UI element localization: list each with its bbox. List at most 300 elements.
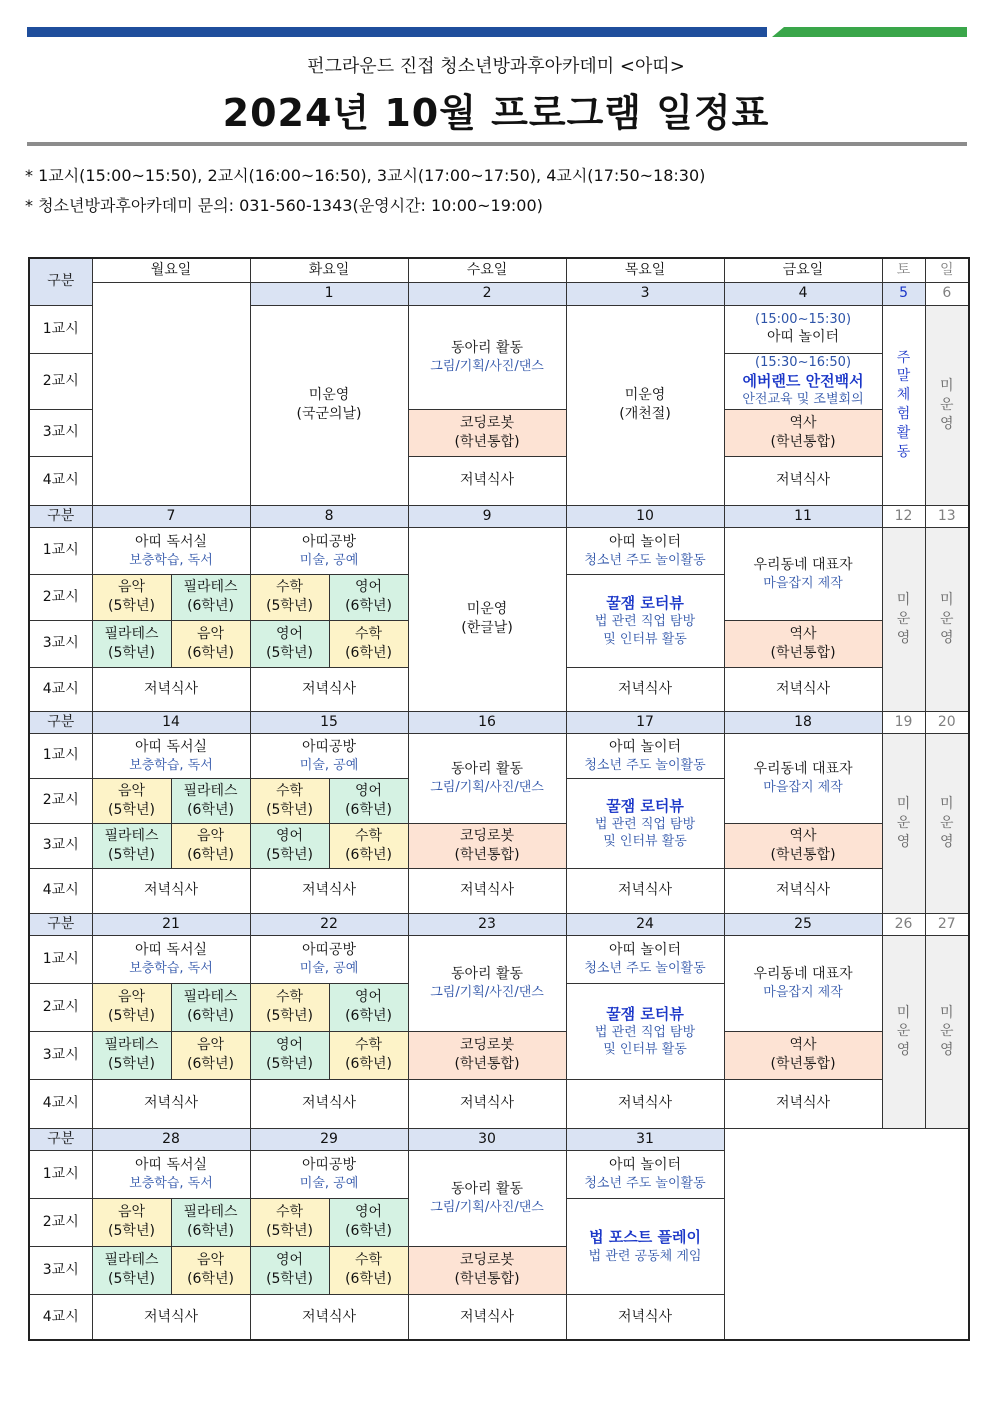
vchar: 미 (896, 796, 911, 812)
grade: (5학년) (266, 846, 313, 863)
subject: 음악 (196, 827, 225, 844)
program-title: 우리동네 대표자 (753, 966, 853, 983)
vchar: 운 (896, 610, 911, 627)
date-21: 21 (92, 913, 250, 935)
program-sub: 마을잡지 제작 (763, 985, 843, 1001)
week1-thu-closed (566, 305, 724, 505)
program-sub: (학년통합) (454, 433, 520, 450)
program-sub: 보충학습, 독서 (129, 552, 213, 568)
week2-wed-closed (408, 527, 566, 711)
program-sub: (학년통합) (770, 433, 836, 450)
vchar: 영 (896, 1042, 911, 1059)
week1-tue-closed (250, 305, 408, 505)
subject: 수학 (275, 1204, 304, 1221)
date-5: 5 (882, 282, 925, 305)
closed-label: 미운영 (466, 601, 508, 618)
dinner-cell: 저녁식사 (250, 1079, 408, 1128)
wed-club (408, 935, 566, 1031)
subject: 수학 (275, 989, 304, 1006)
program-sub: 청소년 주도 놀이활동 (584, 961, 706, 977)
period-label: 1교시 (29, 935, 92, 983)
math-6th (329, 1031, 408, 1079)
mon-reading-room (92, 935, 250, 983)
english-6th (329, 778, 408, 823)
grade: (5학년) (108, 598, 155, 615)
pilates-6th (171, 1198, 250, 1246)
mon-reading-room (92, 733, 250, 778)
grade: (6학년) (345, 801, 392, 818)
dinner-cell: 저녁식사 (92, 667, 250, 711)
vchar: 미 (940, 377, 954, 394)
schedule-table (28, 257, 970, 1341)
pilates-5th (92, 823, 171, 868)
date-31: 31 (566, 1128, 724, 1150)
program-title: 아띠공방 (301, 942, 357, 959)
program-sub: 및 인터뷰 활동 (603, 631, 687, 647)
date-10: 10 (566, 505, 724, 527)
wed-club (408, 1150, 566, 1246)
subject: 영어 (354, 782, 383, 799)
program-sub: 그림/기획/사진/댄스 (430, 780, 544, 796)
gubun-label: 구분 (29, 913, 92, 935)
grade: (5학년) (108, 644, 155, 661)
grade: (5학년) (266, 1056, 313, 1073)
grade: (6학년) (345, 1223, 392, 1240)
program-sub: 마을잡지 제작 (763, 780, 843, 796)
navy-stripe (27, 27, 767, 37)
program-title: 아띠 독서실 (134, 942, 208, 959)
pilates-6th (171, 983, 250, 1031)
date-2: 2 (408, 282, 566, 305)
thu-playground (566, 1150, 724, 1198)
date-16: 16 (408, 711, 566, 733)
date-11: 11 (724, 505, 882, 527)
program-title: 꿀잼 로터뷰 (606, 796, 684, 815)
dinner-cell: 저녁식사 (724, 667, 882, 711)
date-8: 8 (250, 505, 408, 527)
subject: 음악 (196, 625, 225, 642)
period-label: 3교시 (29, 1031, 92, 1079)
grade: (6학년) (345, 1271, 392, 1288)
grade: (6학년) (187, 1223, 234, 1240)
period-label: 1교시 (29, 1150, 92, 1198)
pilates-6th (171, 778, 250, 823)
holiday-label: (한글날) (461, 620, 513, 637)
date-24: 24 (566, 913, 724, 935)
period-times-note: * 1교시(15:00~15:50), 2교시(16:00~16:50), 3교시(17:00~17:50), 4교시(17:50~18:30) (25, 166, 706, 185)
program-sub: 미술, 공예 (299, 961, 359, 977)
day-sat: 토 (882, 258, 925, 282)
math-6th (329, 620, 408, 667)
vchar: 영 (940, 1042, 954, 1059)
program-title: 동아리 활동 (450, 1181, 524, 1198)
grade: (6학년) (187, 644, 234, 661)
math-5th (250, 778, 329, 823)
program-sub: 법 관련 직업 탐방 (594, 816, 696, 832)
math-5th (250, 574, 329, 620)
program-title: 우리동네 대표자 (753, 761, 853, 778)
vchar: 운 (940, 610, 954, 627)
dinner-cell: 저녁식사 (566, 868, 724, 913)
program-title: 에버랜드 안전백서 (742, 372, 864, 391)
music-5th (92, 778, 171, 823)
subject: 음악 (117, 1204, 146, 1221)
date-4: 4 (724, 282, 882, 305)
dinner-cell: 저녁식사 (724, 456, 882, 505)
program-title: 아띠 독서실 (134, 533, 208, 550)
day-header-row (29, 258, 969, 282)
grade: (6학년) (187, 801, 234, 818)
date-6: 6 (925, 282, 969, 305)
gubun-label: 구분 (29, 258, 92, 305)
math-6th (329, 1246, 408, 1294)
grade: (5학년) (108, 1223, 155, 1240)
tue-workshop (250, 935, 408, 983)
program-sub: 마을잡지 제작 (763, 575, 843, 591)
date-22: 22 (250, 913, 408, 935)
program-sub: 법 관련 공동체 게임 (588, 1248, 702, 1264)
dinner-cell: 저녁식사 (250, 1294, 408, 1340)
page-title: 2024년 10월 프로그램 일정표 (222, 91, 770, 135)
date-9: 9 (408, 505, 566, 527)
dinner-cell: 저녁식사 (724, 868, 882, 913)
week1-date-row (29, 282, 969, 305)
week4-date-row (29, 913, 969, 935)
week1-wed-coding (408, 409, 566, 456)
subject: 필라테스 (183, 782, 238, 799)
day-sun: 일 (925, 258, 969, 282)
english-5th (250, 1031, 329, 1079)
program-sub: 및 인터뷰 활동 (603, 1042, 687, 1058)
week1-fri-p2 (724, 353, 882, 409)
mon-reading-room (92, 527, 250, 574)
time-label: (15:30~16:50) (755, 354, 852, 370)
grade: (6학년) (345, 1008, 392, 1025)
grade: (5학년) (108, 1271, 155, 1288)
date-29: 29 (250, 1128, 408, 1150)
vchar: 운 (940, 396, 954, 413)
subject: 수학 (354, 1037, 383, 1054)
thu-playground (566, 733, 724, 778)
subject: 필라테스 (183, 579, 238, 596)
period-label: 4교시 (29, 1294, 92, 1340)
program-title: 아띠 독서실 (134, 738, 208, 755)
program-title: 꿀잼 로터뷰 (606, 594, 684, 613)
green-stripe (772, 27, 967, 37)
grade: (6학년) (187, 846, 234, 863)
english-5th (250, 823, 329, 868)
subject: 영어 (275, 1252, 304, 1269)
subject: 음악 (117, 579, 146, 596)
week4-sun-closed (925, 935, 969, 1128)
vchar: 운 (940, 1023, 954, 1040)
program-sub: 보충학습, 독서 (129, 757, 213, 773)
subject: 음악 (117, 989, 146, 1006)
week2-date-row (29, 505, 969, 527)
period-label: 3교시 (29, 409, 92, 456)
gubun-label: 구분 (29, 711, 92, 733)
program-title: 동아리 활동 (450, 761, 524, 778)
day-fri: 금요일 (724, 258, 882, 282)
club-sub: 그림/기획/사진/댄스 (430, 358, 544, 374)
program-title: 법 포스트 플레이 (589, 1228, 701, 1247)
program-title: 아띠공방 (301, 533, 357, 550)
dinner-cell: 저녁식사 (92, 1079, 250, 1128)
dinner-cell: 저녁식사 (408, 1079, 566, 1128)
holiday-label: (개천절) (619, 406, 671, 423)
grade: (6학년) (187, 598, 234, 615)
wed-coding (408, 1031, 566, 1079)
thu-law-interview (566, 574, 724, 667)
pilates-5th (92, 1031, 171, 1079)
program-sub: (학년통합) (454, 846, 520, 863)
vchar: 동 (896, 443, 911, 460)
grade: (6학년) (187, 1008, 234, 1025)
grade: (5학년) (266, 1223, 313, 1240)
music-6th (171, 1031, 250, 1079)
dinner-cell: 저녁식사 (566, 667, 724, 711)
top-accent-bar (27, 27, 967, 37)
dinner-cell: 저녁식사 (92, 868, 250, 913)
week1-mon-empty (92, 282, 250, 505)
date-23: 23 (408, 913, 566, 935)
tue-workshop (250, 1150, 408, 1198)
vchar: 활 (896, 425, 911, 442)
subject: 수학 (354, 1252, 383, 1269)
english-6th (329, 983, 408, 1031)
period-label: 4교시 (29, 1079, 92, 1128)
program-title: 아띠공방 (301, 1157, 357, 1174)
grade: (5학년) (108, 801, 155, 818)
pilates-6th (171, 574, 250, 620)
week3-sat-closed (882, 733, 925, 913)
program-sub: 청소년 주도 놀이활동 (584, 1176, 706, 1192)
fri-representative (724, 733, 882, 823)
date-26: 26 (882, 913, 925, 935)
grade: (5학년) (266, 1271, 313, 1288)
program-title: 아띠 놀이터 (608, 533, 682, 550)
subject: 음악 (196, 1252, 225, 1269)
wed-coding (408, 1246, 566, 1294)
fri-representative (724, 527, 882, 620)
subject: 영어 (354, 1204, 383, 1221)
time-label: (15:00~15:30) (755, 311, 852, 327)
week1-fri-p1 (724, 305, 882, 353)
day-mon: 월요일 (92, 258, 250, 282)
wed-club (408, 733, 566, 823)
thu-law-post-play (566, 1198, 724, 1294)
date-1: 1 (250, 282, 408, 305)
subject: 필라테스 (183, 989, 238, 1006)
vchar: 운 (896, 1023, 911, 1040)
math-5th (250, 983, 329, 1031)
program-title: 역사 (789, 827, 817, 844)
program-sub: 법 관련 직업 탐방 (594, 1024, 696, 1040)
day-wed: 수요일 (408, 258, 566, 282)
week1-fri-history (724, 409, 882, 456)
subject: 영어 (275, 827, 304, 844)
date-25: 25 (724, 913, 882, 935)
vchar: 말 (896, 368, 911, 385)
period-label: 4교시 (29, 667, 92, 711)
week2-sun-closed (925, 527, 969, 711)
period-label: 2교시 (29, 778, 92, 823)
title-divider (27, 142, 967, 146)
dinner-cell: 저녁식사 (408, 868, 566, 913)
vchar: 미 (940, 796, 954, 812)
date-28: 28 (92, 1128, 250, 1150)
program-sub: (학년통합) (770, 846, 836, 863)
dinner-cell: 저녁식사 (566, 1294, 724, 1340)
period-label: 3교시 (29, 823, 92, 868)
music-6th (171, 823, 250, 868)
subject: 음악 (117, 782, 146, 799)
program-title: 코딩로봇 (459, 1252, 515, 1269)
page-subtitle: 펀그라운드 진접 청소년방과후아카데미 <아띠> (307, 56, 685, 77)
program-title: 꿀잼 로터뷰 (606, 1004, 684, 1023)
week1-sun-closed (925, 305, 969, 505)
subject: 필라테스 (104, 1037, 159, 1054)
program-sub: (학년통합) (454, 1056, 520, 1073)
program-sub: (학년통합) (770, 1056, 836, 1073)
dinner-cell: 저녁식사 (408, 1294, 566, 1340)
dinner-cell: 저녁식사 (250, 667, 408, 711)
day-thu: 목요일 (566, 258, 724, 282)
pilates-5th (92, 620, 171, 667)
program-title: 코딩로봇 (459, 1037, 515, 1054)
grade: (6학년) (345, 846, 392, 863)
period-label: 2교시 (29, 353, 92, 409)
week3-date-row (29, 711, 969, 733)
music-5th (92, 983, 171, 1031)
vchar: 주 (896, 349, 911, 366)
closed-label: 미운영 (308, 387, 350, 404)
tue-workshop (250, 733, 408, 778)
vchar: 미 (896, 592, 911, 608)
week4-period3-row (29, 1031, 969, 1079)
wed-coding (408, 823, 566, 868)
grade: (5학년) (266, 1008, 313, 1025)
date-17: 17 (566, 711, 724, 733)
fri-representative (724, 935, 882, 1031)
program-title: 아띠 놀이터 (608, 1157, 682, 1174)
subject: 영어 (354, 579, 383, 596)
program-sub: 그림/기획/사진/댄스 (430, 985, 544, 1001)
vchar: 영 (940, 833, 954, 850)
program-sub: 청소년 주도 놀이활동 (584, 552, 706, 568)
pilates-5th (92, 1246, 171, 1294)
date-14: 14 (92, 711, 250, 733)
date-18: 18 (724, 711, 882, 733)
holiday-label: (국군의날) (296, 406, 362, 423)
week4-period1-row (29, 935, 969, 983)
date-19: 19 (882, 711, 925, 733)
english-5th (250, 620, 329, 667)
subject: 음악 (196, 1037, 225, 1054)
day-tue: 화요일 (250, 258, 408, 282)
program-title: 역사 (789, 414, 817, 431)
math-6th (329, 823, 408, 868)
english-6th (329, 574, 408, 620)
program-title: 아띠공방 (301, 738, 357, 755)
week2-sat-closed (882, 527, 925, 711)
thu-playground (566, 527, 724, 574)
vchar: 영 (896, 833, 911, 850)
program-sub: 및 인터뷰 활동 (603, 834, 687, 850)
grade: (5학년) (108, 846, 155, 863)
week4-period4-row (29, 1079, 969, 1128)
week3-period3-row (29, 823, 969, 868)
dinner-cell: 저녁식사 (92, 1294, 250, 1340)
grade: (6학년) (345, 644, 392, 661)
mon-reading-room (92, 1150, 250, 1198)
grade: (6학년) (187, 1056, 234, 1073)
date-20: 20 (925, 711, 969, 733)
week4-sat-closed (882, 935, 925, 1128)
thu-law-interview (566, 983, 724, 1079)
subject: 필라테스 (104, 625, 159, 642)
program-title: 아띠 놀이터 (608, 942, 682, 959)
program-sub: 법 관련 직업 탐방 (594, 614, 696, 630)
vchar: 운 (940, 814, 954, 831)
date-13: 13 (925, 505, 969, 527)
subject: 영어 (275, 1037, 304, 1054)
vchar: 영 (940, 415, 954, 432)
month-end-blank (724, 1128, 969, 1340)
grade: (5학년) (266, 644, 313, 661)
grade: (5학년) (266, 801, 313, 818)
date-7: 7 (92, 505, 250, 527)
program-sub: 안전교육 및 조별회의 (742, 392, 864, 408)
week3-period1-row (29, 733, 969, 778)
subject: 필라테스 (104, 827, 159, 844)
english-6th (329, 1198, 408, 1246)
week2-period1-row (29, 527, 969, 574)
date-27: 27 (925, 913, 969, 935)
closed-label: 미운영 (624, 387, 666, 404)
week1-sat-weekend-activity (882, 305, 925, 505)
tue-workshop (250, 527, 408, 574)
vchar: 험 (896, 406, 911, 423)
period-label: 4교시 (29, 456, 92, 505)
period-label: 1교시 (29, 733, 92, 778)
grade: (5학년) (108, 1056, 155, 1073)
period-label: 2교시 (29, 574, 92, 620)
gubun-label: 구분 (29, 1128, 92, 1150)
fri-history (724, 823, 882, 868)
grade: (6학년) (345, 1056, 392, 1073)
subject: 필라테스 (104, 1252, 159, 1269)
period-label: 2교시 (29, 1198, 92, 1246)
subject: 영어 (275, 625, 304, 642)
period-label: 1교시 (29, 305, 92, 353)
program-title: 아띠 놀이터 (608, 738, 682, 755)
dinner-cell: 저녁식사 (566, 1079, 724, 1128)
music-5th (92, 1198, 171, 1246)
fri-history (724, 620, 882, 667)
date-30: 30 (408, 1128, 566, 1150)
subject: 수학 (354, 827, 383, 844)
week1-wed-club (408, 305, 566, 409)
thu-law-interview (566, 778, 724, 868)
program-sub: 그림/기획/사진/댄스 (430, 1200, 544, 1216)
date-12: 12 (882, 505, 925, 527)
grade: (5학년) (108, 1008, 155, 1025)
grade: (5학년) (266, 598, 313, 615)
subject: 수학 (275, 782, 304, 799)
program-sub: (학년통합) (454, 1271, 520, 1288)
dinner-cell: 저녁식사 (724, 1079, 882, 1128)
